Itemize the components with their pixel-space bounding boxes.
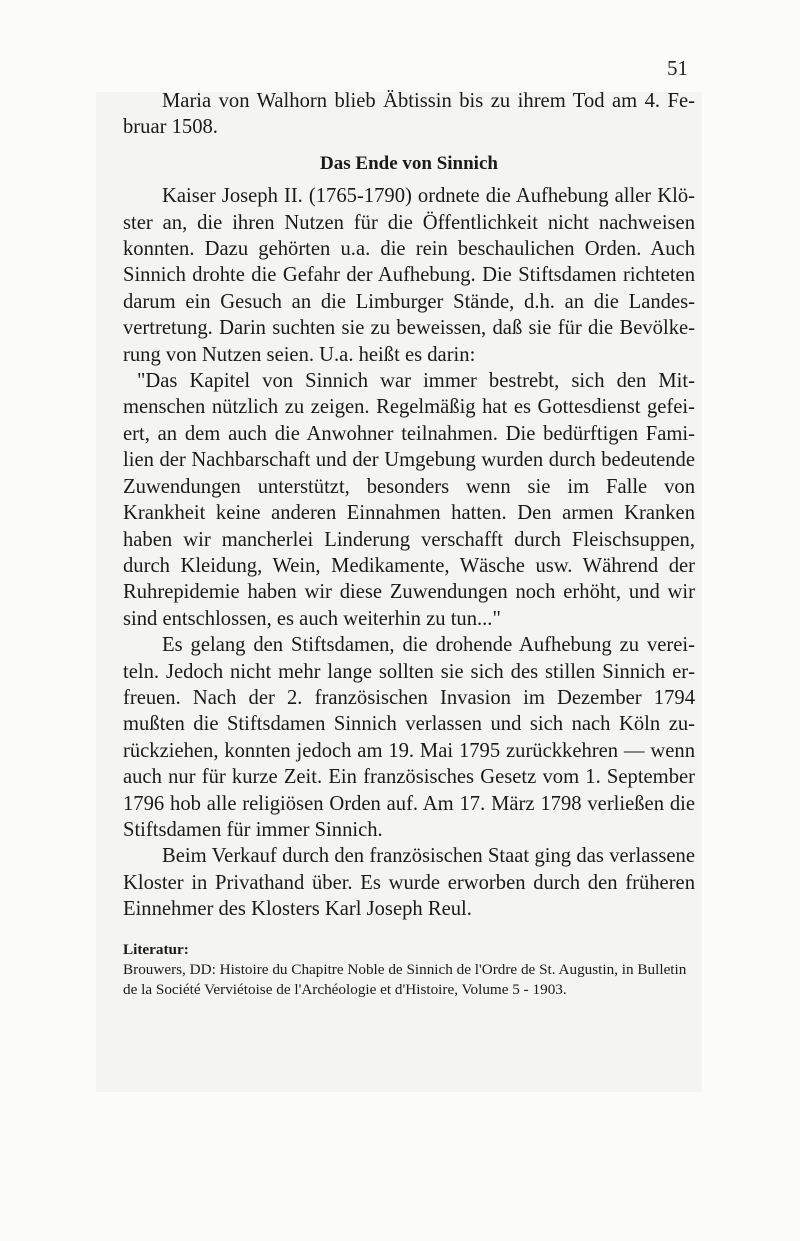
- paragraph-joseph-ii: Kaiser Joseph II. (1765-1790) ordnete die Aufhebung aller Klöster an, die ihren Nutzen für die Öffentlichkeit nicht nachweisen konnten. Dazu gehörten u.a. die rein beschaulichen Orden. Auch Sinnich drohte die Gefahr der Aufhebung. Die Stiftsdamen richteten darum ein Gesuch an die Limburger Stände, d.h. an die Landesvertretung. Darin suchten sie zu beweissen, daß sie für die Bevölkerung von Nutzen seien. U.a. heißt es darin:: [123, 185, 695, 366]
- paragraph-quote: "Das Kapitel von Sinnich war immer bestrebt, sich den Mitmenschen nützlich zu zeigen. Regelmäßig hat es Gottesdienst gefeiert, an dem auch die Anwohner teilnahmen. Die bedürftigen Familien der Nachbarschaft und der Umgebung wurden durch bedeutende Zuwendungen unterstützt, besonders wenn sie im Falle von Krankheit keine anderen Einnahmen hatten. Den armen Kranken haben wir mancherlei Linderung verschafft durch Fleischsuppen, durch Kleidung, Wein, Medikamente, Wäsche usw. Während der Ruhrepidemie haben wir diese Zuwendungen noch erhöht, und wir sind entschlossen, es auch weiterhin zu tun...": [123, 370, 695, 630]
- literature-section: [123, 940, 698, 1000]
- page-number: 51: [667, 56, 688, 80]
- body-text: [123, 88, 695, 923]
- paragraph-invasion: Es gelang den Stiftsdamen, die drohende Aufhebung zu vereiteln. Jedoch nicht mehr lange sollten sie sich des stillen Sinnich erfreuen. Nach der 2. französischen Invasion im Dezember 1794 mußten die Stiftsdamen Sinnich verlassen und sich nach Köln zurückziehen, konnten jedoch am 19. Mai 1795 zurückkehren — wenn auch nur für kurze Zeit. Ein französisches Gesetz vom 1. September 1796 hob alle religiösen Orden auf. Am 17. März 1798 verließen die Stiftsdamen für immer Sinnich.: [123, 634, 695, 841]
- literature-title: Literatur:: [123, 941, 189, 958]
- section-heading: Das Ende von Sinnich: [320, 152, 498, 174]
- paragraph-intro: Maria von Walhorn blieb Äbtissin bis zu ihrem Tod am 4. Februar 1508.: [123, 90, 695, 139]
- paragraph-sale: Beim Verkauf durch den französischen Staat ging das verlassene Kloster in Privathand über. Es wurde erworben durch den früheren Einnehmer des Klosters Karl Joseph Reul.: [123, 845, 695, 921]
- literature-entry: Brouwers, DD: Histoire du Chapitre Noble de Sinnich de l'Ordre de St. Augustin, in Bulletin de la Société Verviétoise de l'Archéologie et d'Histoire, Volume 5 - 1903.: [123, 961, 687, 998]
